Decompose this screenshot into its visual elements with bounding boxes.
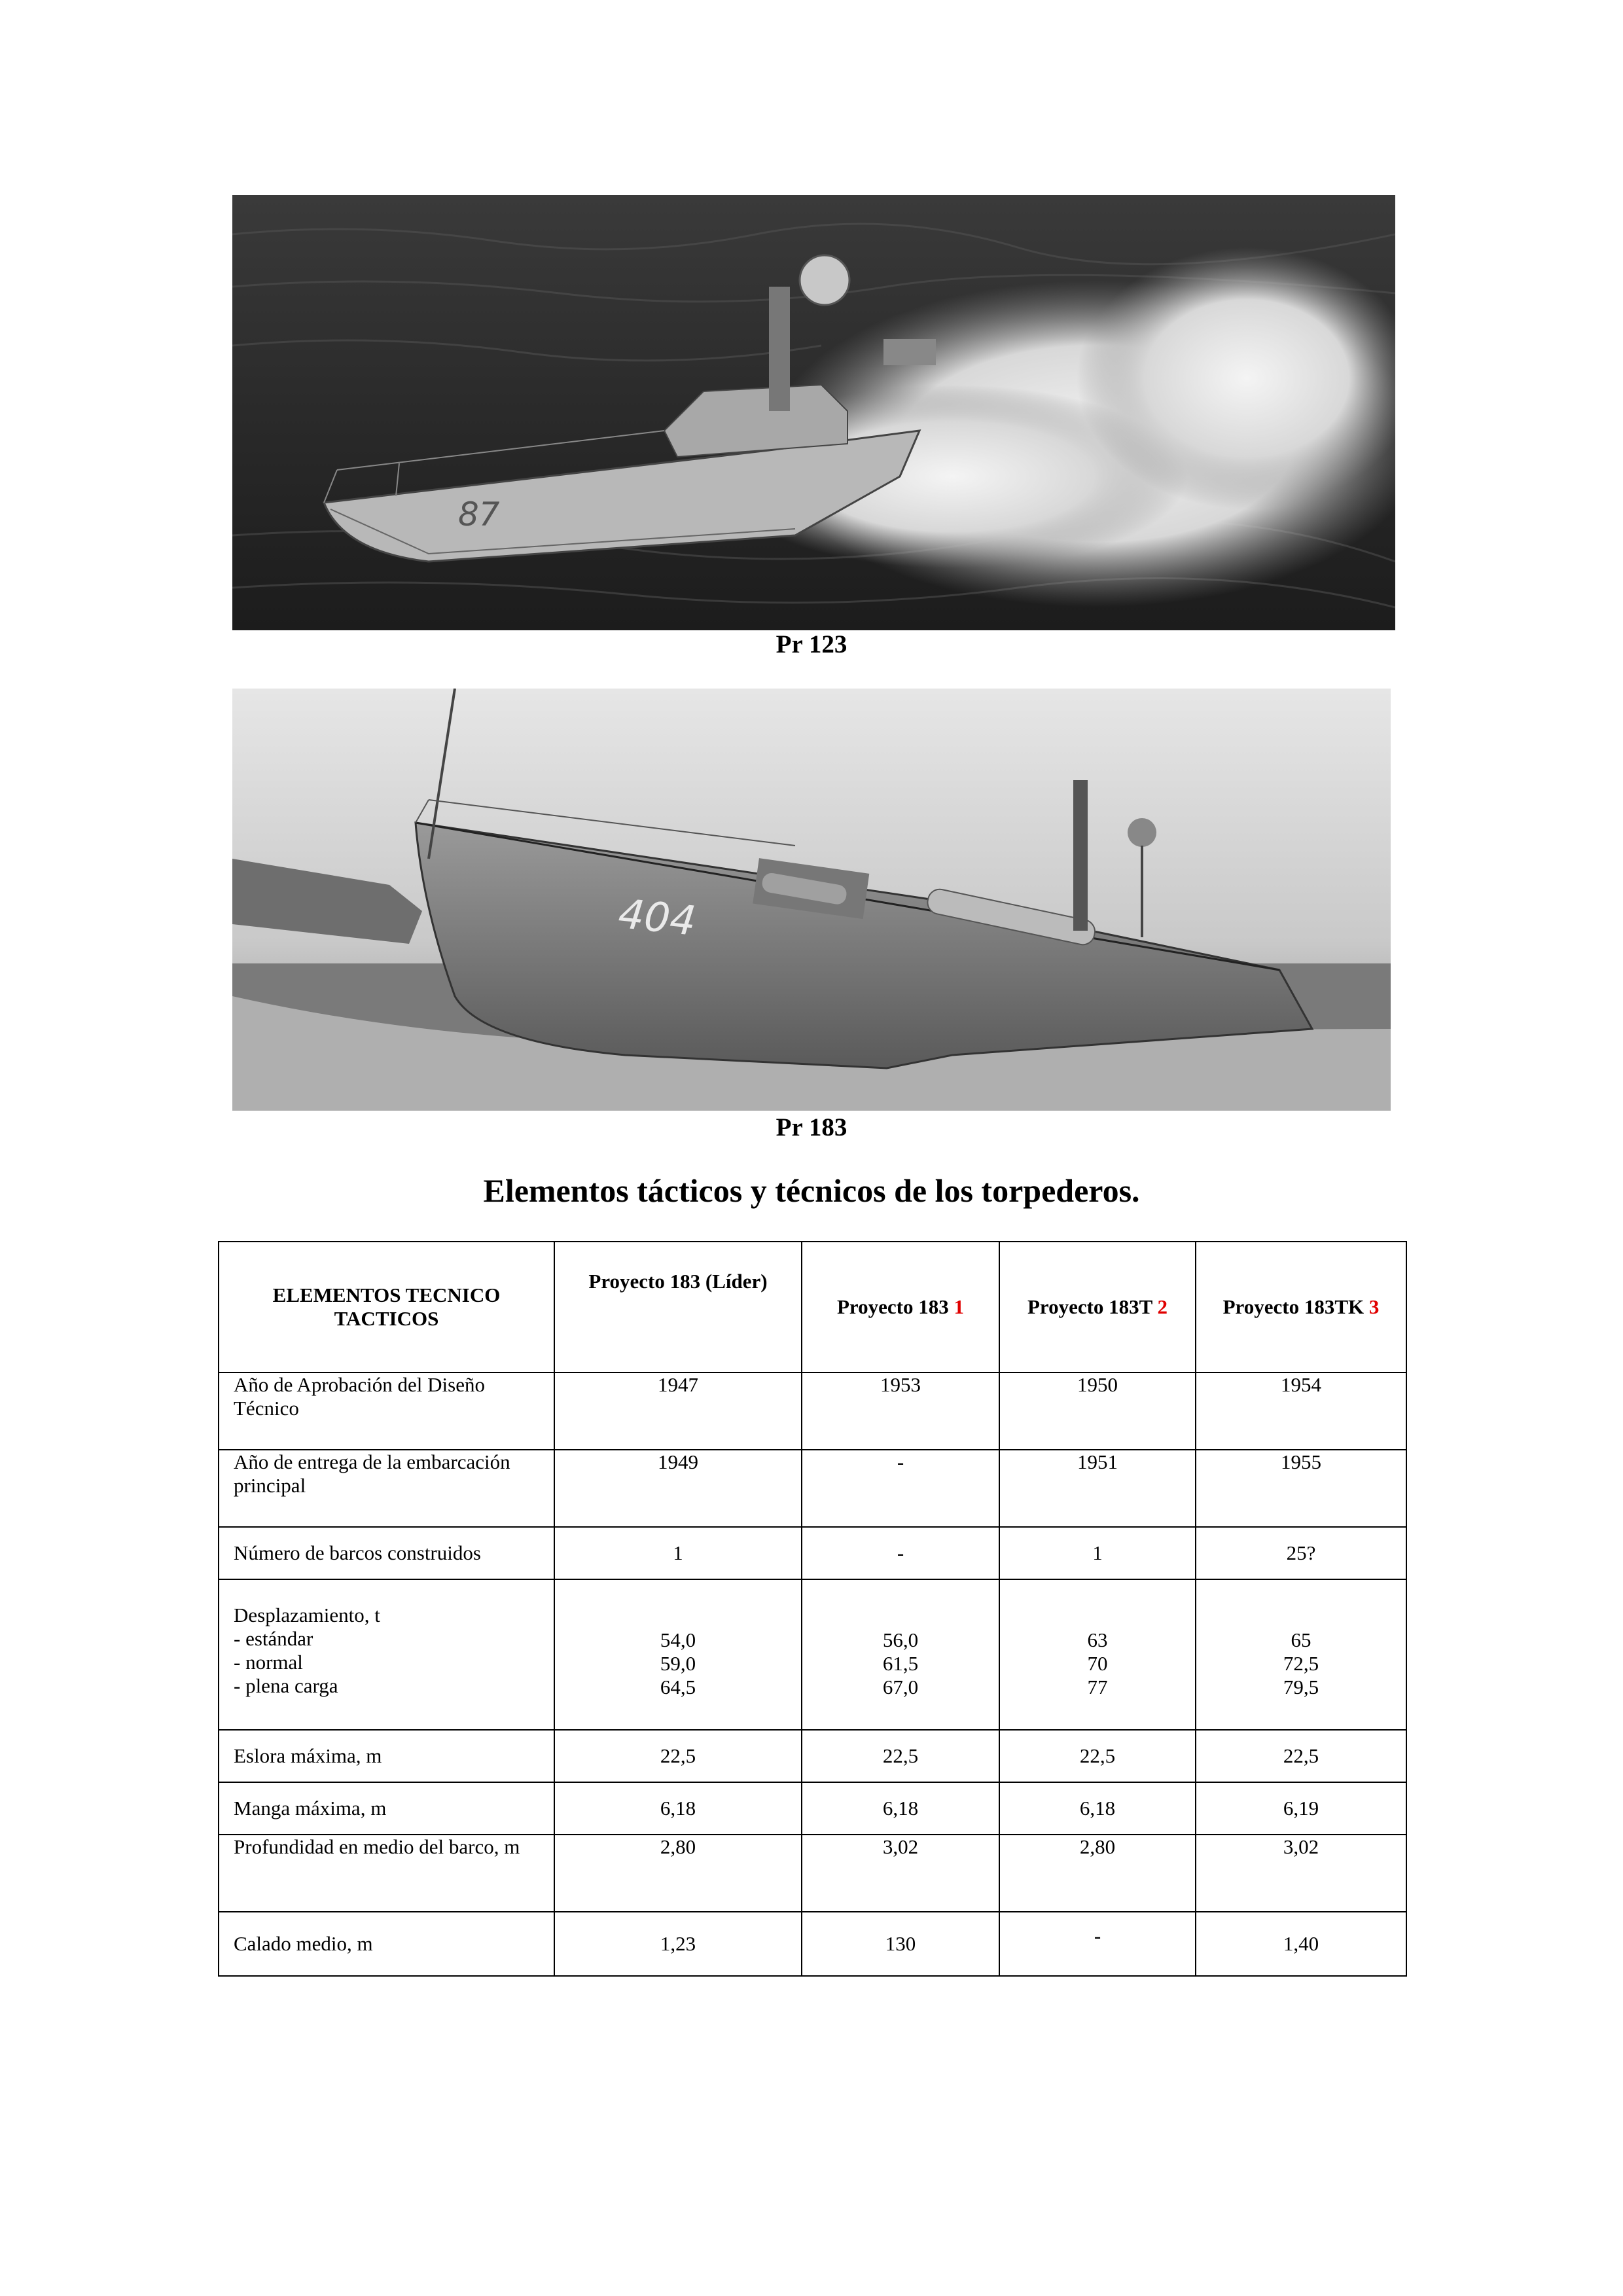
- cell-value: -: [802, 1450, 999, 1527]
- header-elementos: ELEMENTOS TECNICO TACTICOS: [219, 1242, 554, 1372]
- cell-value: 6,18: [999, 1782, 1196, 1835]
- boat-photo-87: [232, 195, 1395, 630]
- specs-table: [218, 1241, 1407, 1977]
- cell-value: 63 70 77: [1087, 1628, 1108, 1698]
- cell-value: 6,18: [802, 1782, 999, 1835]
- photo-pr183: [232, 689, 1391, 1111]
- row-label: Calado medio, m: [219, 1912, 554, 1976]
- table-row: [219, 1372, 1406, 1450]
- row-label: Profundidad en medio del barco, m: [219, 1835, 554, 1912]
- header-proyecto-183-lider: Proyecto 183 (Líder): [554, 1242, 802, 1372]
- row-label: Número de barcos construidos: [219, 1527, 554, 1579]
- caption-pr123: Pr 123: [776, 630, 847, 658]
- cell-value: 56,0 61,5 67,0: [882, 1628, 919, 1698]
- row-label: Eslora máxima, m: [219, 1730, 554, 1782]
- hull-number-87: 87: [458, 495, 500, 533]
- caption-pr183: Pr 183: [776, 1113, 847, 1141]
- row-label: Manga máxima, m: [219, 1782, 554, 1835]
- section-title: Elementos tácticos y técnicos de los torpederos.: [483, 1172, 1140, 1209]
- cell-value: 22,5: [802, 1730, 999, 1782]
- hull-number-404: 404: [616, 889, 698, 945]
- cell-value: 1947: [554, 1372, 802, 1450]
- footnote-ref-1: 1: [954, 1295, 964, 1318]
- cell-value: -: [802, 1527, 999, 1579]
- row-label: Año de entrega de la embarcación principal: [219, 1450, 554, 1527]
- cell-value: 1: [554, 1527, 802, 1579]
- cell-value: 1951: [999, 1450, 1196, 1527]
- cell-value-stack: [802, 1579, 999, 1730]
- cell-value: 1949: [554, 1450, 802, 1527]
- cell-value-stack: [999, 1579, 1196, 1730]
- photo-pr123: [232, 195, 1395, 630]
- table-row: [219, 1450, 1406, 1527]
- cell-value: 1,40: [1196, 1912, 1406, 1976]
- cell-value: 25?: [1196, 1527, 1406, 1579]
- cell-value: 1: [999, 1527, 1196, 1579]
- header-proyecto-183: [802, 1242, 999, 1372]
- header-proyecto-183t-label: Proyecto 183T: [1027, 1295, 1158, 1318]
- header-proyecto-183tk-label: Proyecto 183TK: [1222, 1295, 1369, 1318]
- cell-value: 6,19: [1196, 1782, 1406, 1835]
- footnote-ref-2: 2: [1157, 1295, 1168, 1318]
- cell-value: 22,5: [999, 1730, 1196, 1782]
- cell-value: 6,18: [554, 1782, 802, 1835]
- header-proyecto-183-label: Proyecto 183: [837, 1295, 954, 1318]
- cell-value: 22,5: [1196, 1730, 1406, 1782]
- row-label: Año de Aprobación del Diseño Técnico: [219, 1372, 554, 1450]
- table-row: [219, 1782, 1406, 1835]
- cell-value: 1954: [1196, 1372, 1406, 1450]
- cell-value: -: [999, 1912, 1196, 1976]
- cell-value: 2,80: [999, 1835, 1196, 1912]
- cell-value: 3,02: [802, 1835, 999, 1912]
- cell-value: 130: [802, 1912, 999, 1976]
- row-label: Desplazamiento, t - estándar - normal - plena carga: [219, 1579, 554, 1730]
- cell-value: 1953: [802, 1372, 999, 1450]
- table-row: [219, 1527, 1406, 1579]
- table-row: [219, 1579, 1406, 1730]
- cell-value: 1955: [1196, 1450, 1406, 1527]
- table-row: [219, 1912, 1406, 1976]
- footnote-ref-3: 3: [1368, 1295, 1380, 1318]
- cell-value: 54,0 59,0 64,5: [660, 1628, 696, 1698]
- cell-value: 1950: [999, 1372, 1196, 1450]
- header-proyecto-183tk: [1196, 1242, 1406, 1372]
- cell-value: 22,5: [554, 1730, 802, 1782]
- cell-value-stack: [1196, 1579, 1406, 1730]
- table-row: [219, 1730, 1406, 1782]
- table-row: [219, 1835, 1406, 1912]
- cell-value: 1,23: [554, 1912, 802, 1976]
- boat-photo-404: [232, 689, 1391, 1111]
- cell-value: 65 72,5 79,5: [1283, 1628, 1319, 1698]
- cell-value-stack: [554, 1579, 802, 1730]
- header-proyecto-183t: [999, 1242, 1196, 1372]
- table-header-row: [219, 1242, 1406, 1372]
- cell-value: 2,80: [554, 1835, 802, 1912]
- cell-value: 3,02: [1196, 1835, 1406, 1912]
